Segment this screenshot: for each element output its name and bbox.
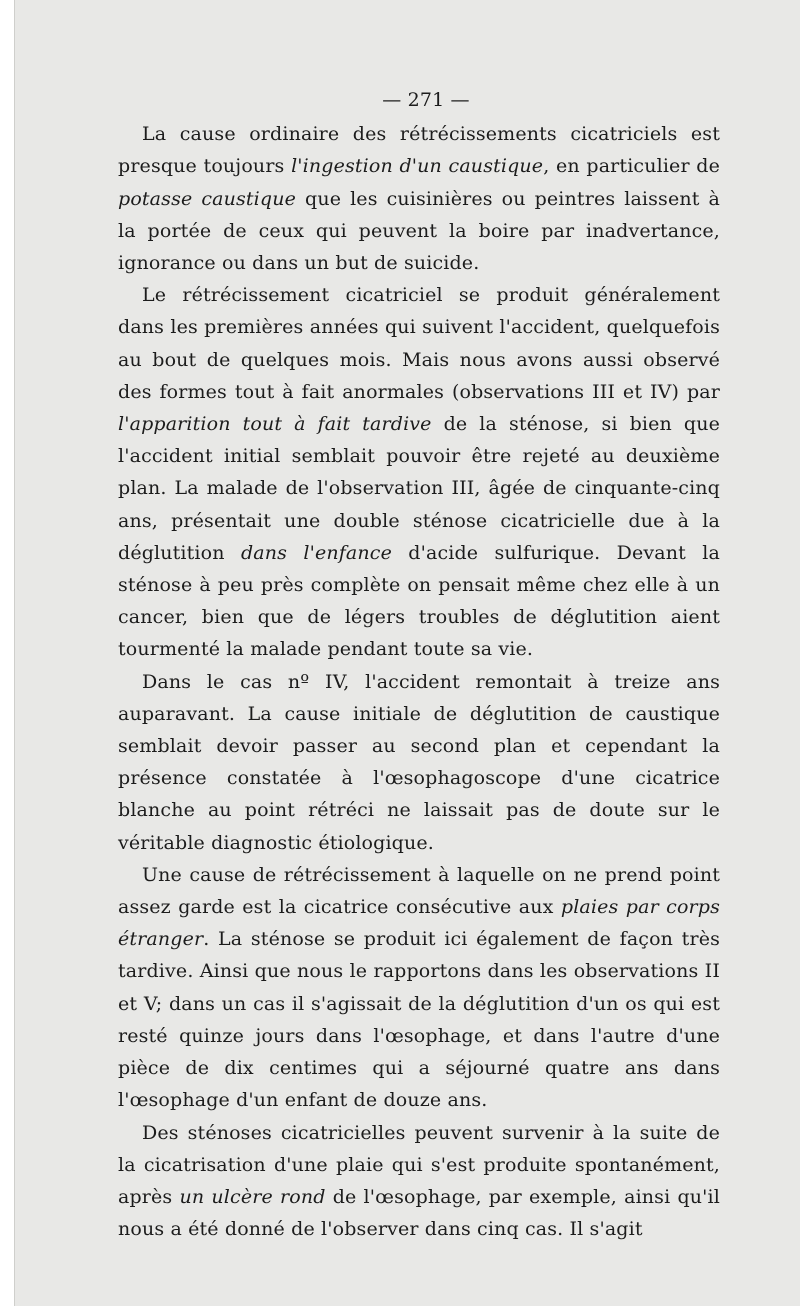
paragraph-3 [118,666,720,859]
italic-text-run: l'apparition tout à fait tardive [118,413,432,436]
text-run: de la sténose, si bien que l'accident initial semblait pouvoir être rejeté au deuxième plan. La malade de l'observation III, âgée de cinquante-cinq ans, présentait une double sténose cicatricielle due à la déglutition [118,413,720,564]
italic-text-run: plaies par corps étranger [118,896,721,951]
paragraph-4 [118,859,720,1117]
italic-text-run: dans l'enfance [240,541,392,564]
paragraph-5 [118,1117,720,1246]
italic-text-run: potasse caustique [118,187,297,210]
text-run: que les cuisinières ou peintres laissent à la portée de ceux qui peuvent la boire par inadvertance, ignorance ou dans un but de suicide. [118,187,720,275]
text-run: . La sténose se produit ici également de façon très tardive. Ainsi que nous le rapportons dans les observations II et V; dans un cas il s'agissait de la déglutition d'un os qui est resté quinze jours dans l'œsophage, et dans l'autre d'une pièce de dix centimes qui a séjourné quatre ans dans l'œsophage d'un enfant de douze ans. [118,928,720,1112]
text-run: Une cause de rétrécissement à laquelle on ne prend point assez garde est la cicatrice consécutive aux [118,863,720,919]
text-run: La cause ordinaire des rétrécissements cicatriciels est presque toujours [118,123,720,178]
text-run: , en particulier de [543,155,720,178]
text-run: de l'œsophage, par exemple, ainsi qu'il nous a été donné de l'observer dans cinq cas. Il s'agit [118,1185,720,1241]
paragraph-1 [118,118,720,279]
paragraph-2 [118,279,720,665]
italic-text-run: l'ingestion d'un caustique [291,155,544,178]
scanned-page [14,0,800,1306]
text-run: Dans le cas nº IV, l'accident remontait à treize ans auparavant. La cause initiale de déglutition de caustique semblait devoir passer au second plan et cependant la présence constatée à l'œsophagoscope d'une cicatrice blanche au point rétréci ne laissait pas de doute sur le véritable diagnostic étiologique. [118,670,720,854]
italic-text-run: un ulcère rond [179,1185,326,1208]
page-number: — 271 — [382,89,470,111]
text-run: Le rétrécissement cicatriciel se produit généralement dans les premières années qui suivent l'accident, quelquefois au bout de quelques mois. Mais nous avons aussi observé des formes tout à fait anormales (observations III et IV) par [118,284,720,403]
text-run: Des sténoses cicatricielles peuvent survenir à la suite de la cicatrisation d'une plaie qui s'est produite spontanément, après [118,1121,720,1208]
text-run: d'acide sulfurique. Devant la sténose à peu près complète on pensait même chez elle à un cancer, bien que de légers troubles de déglutition aient tourmenté la malade pendant toute sa vie. [118,541,720,661]
page-text [118,84,720,1245]
